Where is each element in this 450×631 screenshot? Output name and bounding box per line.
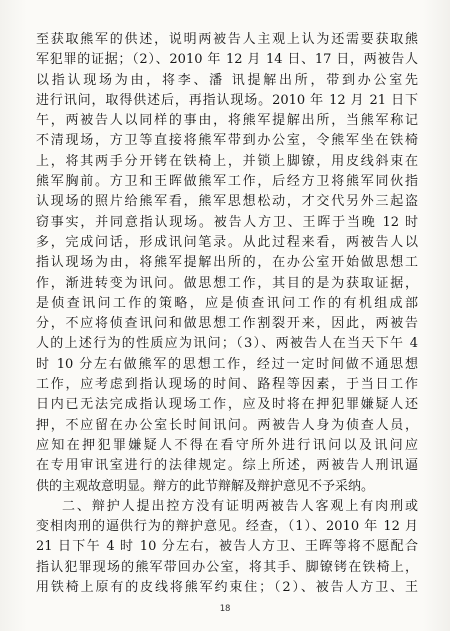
body-text (36, 30, 418, 598)
text-line: 指认犯罪现场的熊军带回办公室，将其手、脚镣铐在铁椅上， (36, 559, 418, 575)
text-line: 是侦查讯问工作的策略，应是侦查讯问工作的有机组成部 (36, 295, 418, 311)
text-line: 供的主观故意明显。辩方的此节辩解及辩护意见不予采纳。 (36, 478, 375, 494)
text-line: 21 日下午 4 时 10 分左右，被告人方卫、王晖等将不愿配合 (36, 539, 418, 555)
text-line: 指认现场为由，将熊军提解出所的，在办公室开始做思想工 (36, 255, 418, 271)
text-line: 以指认现场为由，将李、潘 讯提解出所，带到办公室先 (36, 72, 418, 88)
text-line: 二、辩护人提出控方没有证明两被告人客观上有肉刑或 (62, 498, 418, 514)
text-line: 分，不应将侦查讯问和做思想工作割裂开来，因此，两被告 (36, 316, 418, 332)
text-line: 日内已无法完成指认现场工作，应及时将在押犯罪嫌疑人还 (36, 397, 418, 413)
text-line: 用铁椅上原有的皮线将熊军约束住；（2）、被告人方卫、王 (36, 580, 418, 596)
text-line: 熊军胸前。方卫和王晖做熊军工作，后经方卫将熊军同伙指 (36, 174, 418, 190)
text-line: 押，不应留在办公室长时间讯问。两被告人身为侦查人员， (36, 417, 418, 433)
text-line: 工作，应考虑到指认现场的时间、路程等因素，于当日工作 (36, 377, 418, 393)
text-line: 人的上述行为的性质应为讯问；（3）、两被告人在当天下午 4 (36, 336, 418, 352)
text-line: 军犯罪的证据；（2）、2010 年 12 月 14 日、17 日，两被告人 (36, 52, 418, 68)
text-line: 在专用审讯室进行的法律规定。综上所述，两被告人刑讯逼 (36, 458, 418, 474)
text-line: 上，将其两手分开铐在铁椅上，并锁上脚镣，用皮线斜束在 (36, 153, 418, 169)
text-line: 作，渐进转变为讯问。做思想工作，其目的是为获取证据， (36, 275, 418, 291)
text-line: 窃事实，并同意指认现场。被告人方卫、王晖于当晚 12 时 (36, 214, 418, 230)
text-line: 进行讯问，取得供述后，再指认现场。2010 年 12 月 21 日下 (36, 92, 418, 108)
text-line: 多，完成问话，形成讯问笔录。从此过程来看，两被告人以 (36, 234, 418, 250)
text-line: 时 10 分左右做熊军的思想工作，经过一定时间做不通思想 (36, 356, 418, 372)
text-line: 午，两被告人以同样的事由，将熊军提解出所，当熊军称记 (36, 113, 418, 129)
text-line: 至获取熊军的供述，说明两被告人主观上认为还需要获取熊 (36, 32, 418, 47)
text-line: 变相肉刑的逼供行为的辩护意见。经查，（1）、2010 年 12 月 (36, 519, 418, 535)
text-line: 认现场的照片给熊军看，熊军思想松动，才交代另外三起盗 (36, 194, 418, 210)
text-line: 不清现场，方卫等直接将熊军带到办公室，令熊军坐在铁椅 (36, 133, 418, 149)
page-number: 18 (219, 604, 231, 614)
text-line: 应知在押犯罪嫌疑人不得在看守所外进行讯问以及讯问应 (36, 437, 418, 453)
